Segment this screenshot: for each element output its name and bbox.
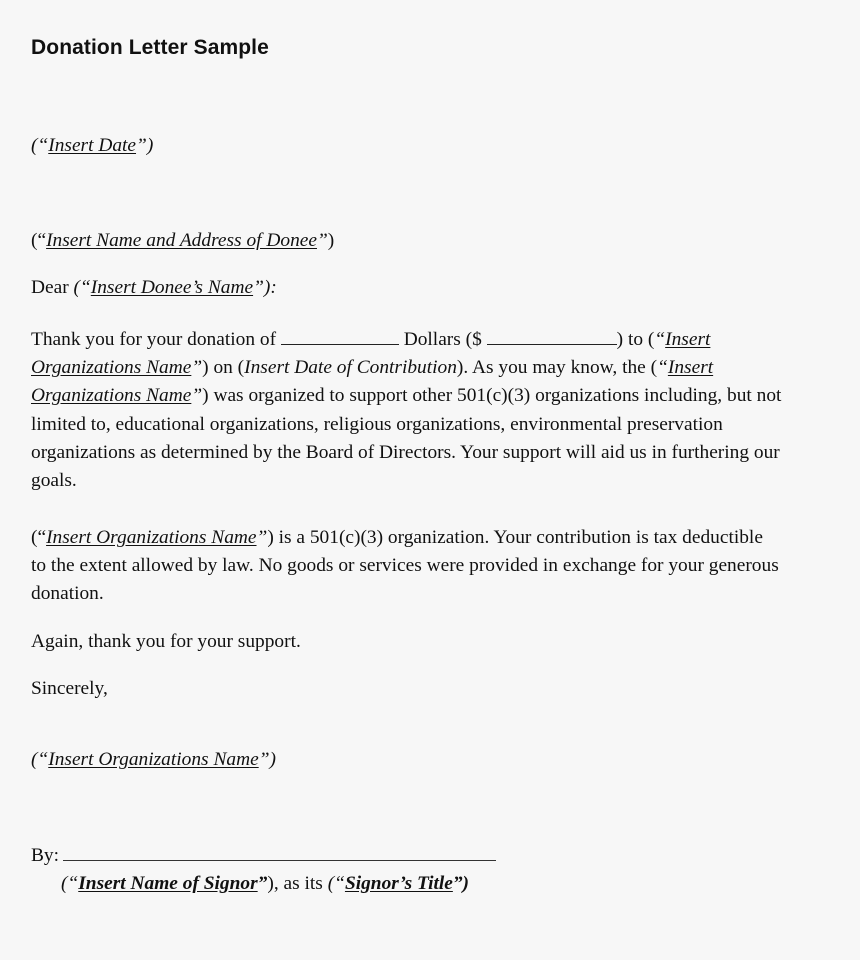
closing-thanks: Again, thank you for your support. — [31, 631, 301, 652]
signature-line — [31, 842, 496, 870]
org-signature-placeholder: (“Insert Organizations Name”) — [31, 749, 276, 770]
amount-number-blank — [487, 326, 617, 345]
org-name-field: Organizations Name — [31, 357, 192, 379]
org-name-field: Insert Organizations Name — [46, 527, 257, 548]
donee-name-field: Insert Donee’s Name — [90, 277, 254, 298]
signature-blank — [63, 842, 496, 861]
paragraph-donation-thanks: Thank you for your donation of Dollars ($ ) to (“Insert Organizations Name”) on (Insert Date of Contribution). As you may know, the (“Insert Organizations Name”) was organized to support other 501(c)(3) organizations including, but not limited to, educational organizations, religious organizations, environmental preservation organizations as determined by the Board of Directors. Your support will aid us in furthering our goals. — [31, 326, 836, 495]
date-placeholder: (“Insert Date”) — [31, 135, 154, 156]
sign-off: Sincerely, — [31, 678, 108, 699]
contribution-date-field: Insert Date of Contribution — [244, 357, 457, 379]
insert-date-field: Insert Date — [48, 135, 137, 156]
amount-words-blank — [281, 326, 399, 345]
salutation: Dear (“Insert Donee’s Name”): — [31, 277, 277, 298]
org-name-field: Insert Organizations Name — [48, 749, 259, 770]
signor-title-field: Signor’s Title — [344, 873, 453, 894]
signor-name-field: Insert Name of Signor — [78, 873, 258, 894]
signor-details: (“Insert Name of Signor”), as its (“Signor’s Title”) — [61, 873, 470, 894]
donee-address-placeholder: (“Insert Name and Address of Donee”) — [31, 230, 335, 251]
org-name-field: Organizations Name — [31, 385, 192, 407]
donee-address-field: Insert Name and Address of Donee — [46, 230, 317, 251]
by-label: By: — [31, 845, 60, 866]
paragraph-tax-deductible: (“Insert Organizations Name”) is a 501(c)(3) organization. Your contribution is tax deductible to the extent allowed by law. No goods or services were provided in exchange for your generous donation. — [31, 527, 779, 605]
document-title: Donation Letter Sample — [31, 36, 269, 59]
